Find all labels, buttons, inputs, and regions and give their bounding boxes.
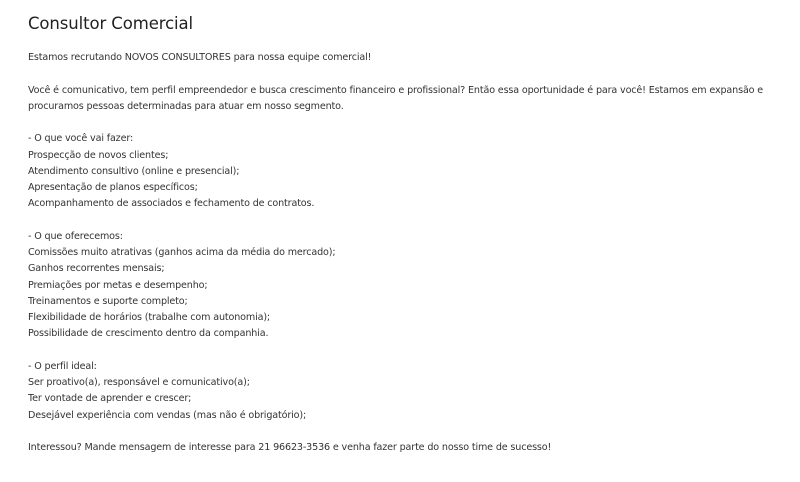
- list-item: Acompanhamento de associados e fechamento de contratos.: [28, 198, 315, 210]
- list-item: Desejável experiência com vendas (mas não é obrigatório);: [28, 409, 307, 421]
- list-item: Treinamentos e suporte completo;: [28, 295, 188, 307]
- offers-section: [28, 229, 788, 343]
- tasks-heading: - O que você vai fazer:: [28, 133, 134, 145]
- list-item: Ser proativo(a), responsável e comunicativo(a);: [28, 377, 250, 388]
- list-item: Possibilidade de crescimento dentro da companhia.: [28, 328, 269, 340]
- description-line: procuramos pessoas determinadas para atuar em nosso segmento.: [28, 100, 344, 112]
- list-item: Ter vontade de aprender e crescer;: [28, 393, 192, 405]
- profile-section: [28, 359, 788, 424]
- offers-heading: - O que oferecemos:: [28, 230, 123, 242]
- list-item: Prospecção de novos clientes;: [28, 149, 169, 161]
- closing-text: Interessou? Mande mensagem de interesse para 21 96623-3536 e venha fazer parte do nosso time de sucesso!: [28, 442, 552, 453]
- list-item: Ganhos recorrentes mensais;: [28, 263, 165, 275]
- tasks-section: [28, 131, 788, 212]
- intro-text: Estamos recrutando NOVOS CONSULTORES para nossa equipe comercial!: [28, 52, 372, 63]
- description-line: Você é comunicativo, tem perfil empreendedor e busca crescimento financeiro e profissional? Então essa oportunidade é para você! Estamos em expansão e: [28, 84, 764, 96]
- closing-paragraph: [28, 440, 788, 456]
- page-title: Consultor Comercial: [28, 14, 194, 33]
- list-item: Comissões muito atrativas (ganhos acima da média do mercado);: [28, 247, 336, 258]
- description-paragraph: [28, 83, 788, 116]
- list-item: Premiações por metas e desempenho;: [28, 279, 208, 291]
- job-description: [28, 50, 788, 456]
- list-item: Flexibilidade de horários (trabalhe com autonomia);: [28, 312, 270, 323]
- list-item: Apresentação de planos específicos;: [28, 182, 198, 193]
- list-item: Atendimento consultivo (online e presencial);: [28, 165, 240, 177]
- profile-heading: - O perfil ideal:: [28, 360, 97, 372]
- intro-paragraph: [28, 50, 788, 66]
